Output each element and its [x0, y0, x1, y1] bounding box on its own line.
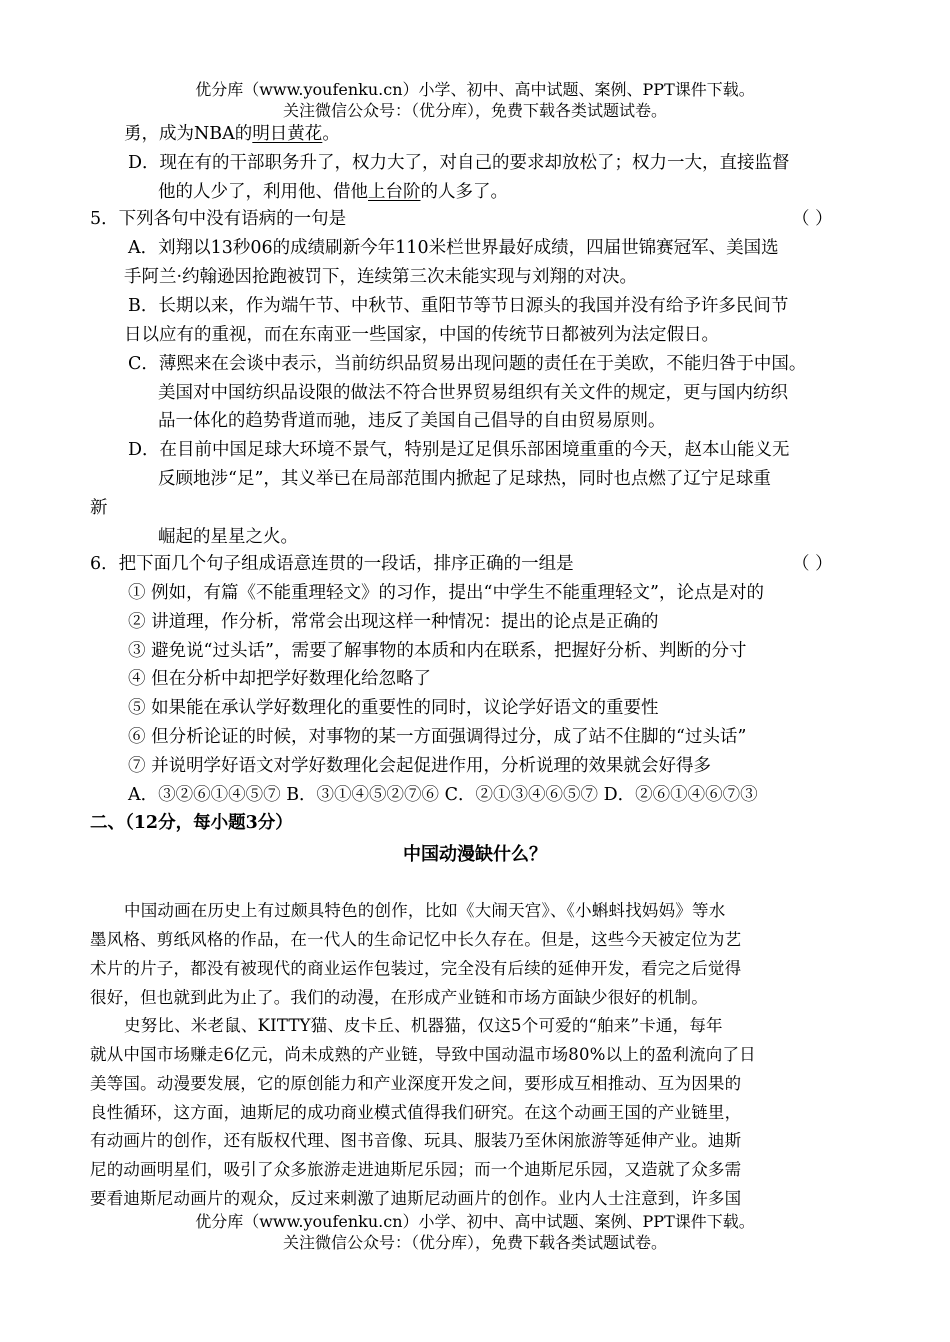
q6-sentence-6: ⑥ 但分析论证的时候，对事物的某一方面强调得过分，成了站不住脚的“过头话”	[128, 727, 747, 747]
article-p1-line-1: 中国动画在历史上有过颇具特色的创作，比如《大闹天宫》、《小蝌蚪找妈妈》等水	[124, 901, 726, 920]
article-p2-line-4: 良性循环，这方面，迪斯尼的成功商业模式值得我们研究。在这个动画王国的产业链里，	[90, 1103, 742, 1122]
q6-sentence-1: ① 例如，有篇《不能重理轻文》的习作，提出“中学生不能重理轻文”，论点是对的	[128, 583, 764, 603]
q4-c-term: 明日黄花	[252, 124, 323, 144]
q5-option-a-line-1: A．刘翔以13秒06的成绩刷新今年110米栏世界最好成绩，四届世锦赛冠军、美国选	[128, 238, 779, 258]
q5-option-d-line-1: D．在目前中国足球大环境不景气，特别是辽足俱乐部困境重重的今天，赵本山能义无	[128, 440, 790, 460]
q4-d-term: 上台阶	[368, 182, 421, 202]
q4-d-post: 的人多了。	[420, 182, 508, 202]
q5-option-c-line-3: 品一体化的趋势背道而驰，违反了美国自己倡导的自由贸易原则。	[158, 411, 666, 431]
article-p1-line-3: 术片的片子，都没有被现代的商业运作包装过，完全没有后续的延伸开发，看完之后觉得	[90, 959, 742, 978]
article-p2-line-2: 就从中国市场赚走6亿元，尚未成熟的产业链，导致中国动温市场80%以上的盈利流向了日	[90, 1045, 756, 1064]
q5-option-d-line-3: 崛起的星星之火。	[158, 527, 298, 547]
q6-stem: 6．把下面几个句子组成语意连贯的一段话，排序正确的一组是	[90, 554, 574, 574]
q5-option-c-line-2: 美国对中国纺织品设限的做法不符合世界贸易组织有关文件的规定，更与国内纺织	[158, 383, 788, 403]
q5-answer-paren: （ ）	[792, 209, 833, 229]
article-p2-line-5: 有动画片的创作，还有版权代理、图书音像、玩具、服装乃至休闲旅游等延伸产业。迪斯	[90, 1131, 742, 1150]
q4-d-pre: 他的人少了，利用他、借他	[158, 182, 368, 202]
q6-sentence-3: ③ 避免说“过头话”，需要了解事物的本质和内在联系，把握好分析、判断的分寸	[128, 641, 747, 661]
article-p2-line-1: 史努比、米老鼠、KITTY猫、皮卡丘、机器猫，仅这5个可爱的“舶来”卡通，每年	[124, 1016, 723, 1035]
q5-option-b-line-1: B．长期以来，作为端午节、中秋节、重阳节等节日源头的我国并没有给予许多民间节	[128, 296, 789, 316]
section-2-heading: 二、（12分，每小题3分）	[90, 813, 293, 833]
q4-option-d-line-2	[158, 180, 508, 204]
q5-stem: 5．下列各句中没有语病的一句是	[90, 209, 347, 229]
q6-sentence-5: ⑤ 如果能在承认学好数理化的重要性的同时，议论学好语文的重要性	[128, 698, 659, 718]
q5-option-a-line-2: 手阿兰·约翰逊因抢跑被罚下，连续第三次未能实现与刘翔的对决。	[124, 267, 638, 287]
q6-sentence-2: ② 讲道理，作分析，常常会出现这样一种情况：提出的论点是正确的	[128, 612, 659, 632]
q6-sentence-7: ⑦ 并说明学好语文对学好数理化会起促进作用，分析说理的效果就会好得多	[128, 756, 712, 776]
header-line-1: 优分库（www.youfenku.cn）小学、初中、高中试题、案例、PPT课件下载。	[195, 80, 755, 99]
q4-option-d-line-1: D．现在有的干部职务升了，权力大了，对自己的要求却放松了；权力一大，直接监督	[128, 153, 790, 173]
q6-sentence-4: ④ 但在分析中却把学好数理化给忽略了	[128, 669, 432, 689]
footer-line-2: 关注微信公众号：（优分库），免费下载各类试题试卷。	[282, 1233, 667, 1252]
article-p1-line-4: 很好，但也就到此为止了。我们的动漫，在形成产业链和市场方面缺少很好的机制。	[90, 988, 708, 1007]
q6-answer-paren: （ ）	[792, 554, 833, 574]
article-p2-line-7: 要看迪斯尼动画片的观众，反过来刺激了迪斯尼动画片的创作。业内人士注意到，许多国	[90, 1189, 742, 1208]
q5-option-c-line-1: C．薄熙来在会谈中表示，当前纺织品贸易出现问题的责任在于美欧，不能归咎于中国。	[128, 354, 807, 374]
q6-options: A．③②⑥①④⑤⑦ B．③①④⑤②⑦⑥ C．②①③④⑥⑤⑦ D．②⑥①④⑥⑦③	[128, 785, 758, 805]
q5-option-d-wrap: 新	[90, 498, 108, 518]
header-line-2: 关注微信公众号：（优分库），免费下载各类试题试卷。	[282, 101, 667, 120]
q5-option-b-line-2: 日以应有的重视，而在东南亚一些国家，中国的传统节日都被列为法定假日。	[124, 325, 719, 345]
article-p2-line-3: 美等国。动漫要发展，它的原创能力和产业深度开发之间，要形成互相推动、互为因果的	[90, 1074, 742, 1093]
article-title: 中国动漫缺什么？	[403, 844, 547, 865]
q4-c-pre: 勇，成为NBA的	[124, 124, 253, 144]
footer-line-1: 优分库（www.youfenku.cn）小学、初中、高中试题、案例、PPT课件下载。	[195, 1212, 755, 1231]
article-p1-line-2: 墨风格、剪纸风格的作品，在一代人的生命记忆中长久存在。但是，这些今天被定位为艺	[90, 930, 742, 949]
q5-option-d-line-2: 反顾地涉“足”，其义举已在局部范围内掀起了足球热，同时也点燃了辽宁足球重	[158, 469, 771, 489]
q4-c-post: 。	[322, 124, 340, 144]
article-p2-line-6: 尼的动画明星们，吸引了众多旅游走进迪斯尼乐园；而一个迪斯尼乐园，又造就了众多需	[90, 1160, 742, 1179]
q4-option-c-tail	[124, 122, 340, 146]
